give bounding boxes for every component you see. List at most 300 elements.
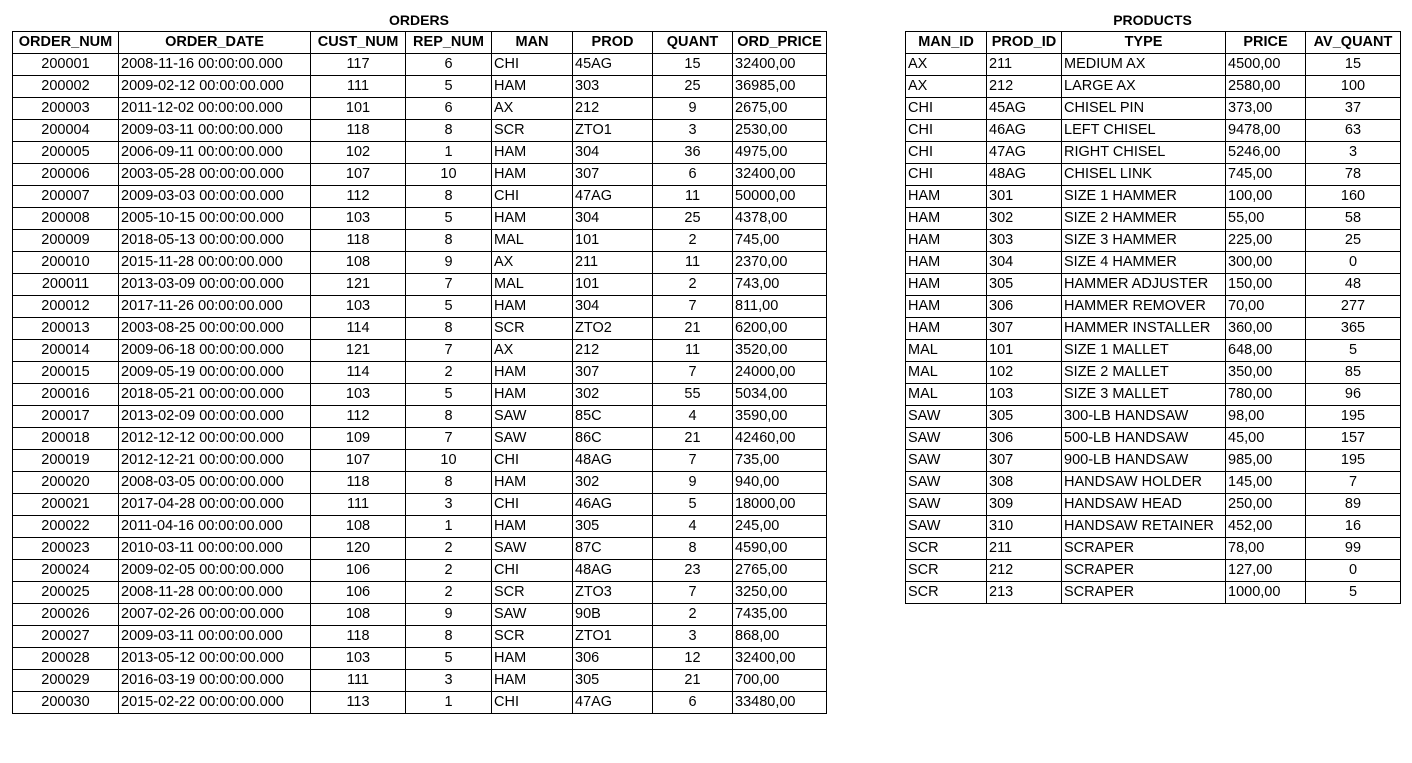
products-cell: SIZE 1 MALLET [1062, 340, 1226, 362]
products-table-row [906, 494, 1401, 516]
products-cell: 160 [1306, 186, 1401, 208]
orders-cell: 200006 [13, 164, 119, 186]
orders-cell: HAM [492, 516, 573, 538]
orders-cell: 8 [406, 120, 492, 142]
orders-cell: 2018-05-13 00:00:00.000 [119, 230, 311, 252]
products-cell: 360,00 [1226, 318, 1306, 340]
products-cell: 780,00 [1226, 384, 1306, 406]
orders-cell: 7 [653, 296, 733, 318]
orders-cell: 2 [406, 560, 492, 582]
products-cell: 307 [987, 450, 1062, 472]
orders-cell: 2015-11-28 00:00:00.000 [119, 252, 311, 274]
orders-cell: 32400,00 [733, 648, 827, 670]
orders-table-row [13, 494, 827, 516]
orders-cell: 305 [573, 670, 653, 692]
orders-cell: 2013-02-09 00:00:00.000 [119, 406, 311, 428]
orders-cell: 3 [406, 494, 492, 516]
orders-cell: 8 [406, 472, 492, 494]
orders-cell: 6200,00 [733, 318, 827, 340]
orders-cell: HAM [492, 76, 573, 98]
orders-cell: 2009-03-03 00:00:00.000 [119, 186, 311, 208]
products-cell: SCR [906, 560, 987, 582]
orders-cell: 200001 [13, 54, 119, 76]
products-cell: 3 [1306, 142, 1401, 164]
orders-cell: 200025 [13, 582, 119, 604]
orders-cell: MAL [492, 274, 573, 296]
products-cell: 309 [987, 494, 1062, 516]
orders-table-row [13, 208, 827, 230]
orders-cell: SAW [492, 604, 573, 626]
products-table-row [906, 538, 1401, 560]
orders-cell: 2015-02-22 00:00:00.000 [119, 692, 311, 714]
orders-cell: 2008-03-05 00:00:00.000 [119, 472, 311, 494]
orders-table-row [13, 670, 827, 692]
products-column-header: PRICE [1226, 32, 1306, 54]
orders-cell: 24000,00 [733, 362, 827, 384]
orders-table-row [13, 230, 827, 252]
orders-cell: 111 [311, 494, 406, 516]
orders-cell: 1 [406, 516, 492, 538]
orders-cell: 2013-03-09 00:00:00.000 [119, 274, 311, 296]
orders-table-row [13, 98, 827, 120]
products-column-header: TYPE [1062, 32, 1226, 54]
products-cell: 213 [987, 582, 1062, 604]
products-cell: HAMMER INSTALLER [1062, 318, 1226, 340]
orders-cell: HAM [492, 648, 573, 670]
orders-cell: AX [492, 252, 573, 274]
products-cell: 70,00 [1226, 296, 1306, 318]
orders-cell: SAW [492, 406, 573, 428]
orders-cell: 200030 [13, 692, 119, 714]
orders-cell: 9 [406, 252, 492, 274]
orders-cell: 200003 [13, 98, 119, 120]
products-table-row [906, 252, 1401, 274]
orders-cell: 1 [406, 692, 492, 714]
products-cell: 5246,00 [1226, 142, 1306, 164]
products-table-row [906, 186, 1401, 208]
products-cell: AX [906, 76, 987, 98]
orders-cell: 6 [406, 98, 492, 120]
products-cell: CHI [906, 98, 987, 120]
orders-column-header: MAN [492, 32, 573, 54]
orders-table-row [13, 406, 827, 428]
orders-cell: 200016 [13, 384, 119, 406]
orders-cell: 7 [653, 450, 733, 472]
products-table-row [906, 274, 1401, 296]
orders-cell: 118 [311, 120, 406, 142]
products-cell: SCRAPER [1062, 560, 1226, 582]
products-cell: 306 [987, 428, 1062, 450]
orders-cell: 9 [653, 472, 733, 494]
products-table-row [906, 296, 1401, 318]
orders-cell: 2 [653, 230, 733, 252]
products-cell: 85 [1306, 362, 1401, 384]
orders-cell: SCR [492, 120, 573, 142]
orders-cell: 4590,00 [733, 538, 827, 560]
orders-cell: 101 [573, 274, 653, 296]
products-cell: 211 [987, 54, 1062, 76]
products-table-row [906, 230, 1401, 252]
products-cell: SIZE 3 MALLET [1062, 384, 1226, 406]
orders-cell: 8 [406, 318, 492, 340]
products-cell: 157 [1306, 428, 1401, 450]
orders-cell: 25 [653, 208, 733, 230]
orders-table-row [13, 120, 827, 142]
products-table-row [906, 54, 1401, 76]
orders-cell: 735,00 [733, 450, 827, 472]
orders-cell: 86C [573, 428, 653, 450]
orders-cell: 304 [573, 296, 653, 318]
products-cell: 745,00 [1226, 164, 1306, 186]
orders-cell: HAM [492, 384, 573, 406]
products-cell: 306 [987, 296, 1062, 318]
products-cell: 301 [987, 186, 1062, 208]
orders-table-row [13, 296, 827, 318]
products-cell: 48 [1306, 274, 1401, 296]
orders-cell: 3 [653, 120, 733, 142]
products-cell: 98,00 [1226, 406, 1306, 428]
orders-cell: 108 [311, 516, 406, 538]
orders-table-row [13, 450, 827, 472]
orders-cell: 50000,00 [733, 186, 827, 208]
products-cell: MAL [906, 362, 987, 384]
orders-cell: 212 [573, 98, 653, 120]
products-cell: 150,00 [1226, 274, 1306, 296]
orders-cell: 305 [573, 516, 653, 538]
orders-table-row [13, 648, 827, 670]
orders-cell: 1 [406, 142, 492, 164]
products-cell: LARGE AX [1062, 76, 1226, 98]
orders-cell: 743,00 [733, 274, 827, 296]
orders-cell: 245,00 [733, 516, 827, 538]
orders-column-header: PROD [573, 32, 653, 54]
products-cell: SCR [906, 538, 987, 560]
orders-cell: 2016-03-19 00:00:00.000 [119, 670, 311, 692]
orders-table-row [13, 538, 827, 560]
orders-cell: 200015 [13, 362, 119, 384]
orders-cell: 114 [311, 318, 406, 340]
products-cell: 5 [1306, 340, 1401, 362]
orders-cell: 2009-05-19 00:00:00.000 [119, 362, 311, 384]
products-column-header: MAN_ID [906, 32, 987, 54]
orders-cell: CHI [492, 186, 573, 208]
products-cell: SCR [906, 582, 987, 604]
orders-cell: 103 [311, 208, 406, 230]
orders-cell: 25 [653, 76, 733, 98]
orders-cell: 6 [653, 692, 733, 714]
products-cell: 648,00 [1226, 340, 1306, 362]
orders-cell: 120 [311, 538, 406, 560]
orders-cell: 5 [406, 208, 492, 230]
orders-cell: 45AG [573, 54, 653, 76]
orders-cell: 4378,00 [733, 208, 827, 230]
products-cell: 103 [987, 384, 1062, 406]
orders-cell: 2 [653, 604, 733, 626]
orders-cell: 2009-03-11 00:00:00.000 [119, 626, 311, 648]
products-cell: SIZE 4 HAMMER [1062, 252, 1226, 274]
orders-cell: 200014 [13, 340, 119, 362]
products-table-row [906, 582, 1401, 604]
orders-table-row [13, 582, 827, 604]
products-cell: CHISEL LINK [1062, 164, 1226, 186]
products-cell: SCRAPER [1062, 582, 1226, 604]
orders-cell: 5 [406, 296, 492, 318]
products-cell: 100 [1306, 76, 1401, 98]
products-cell: CHI [906, 164, 987, 186]
products-cell: 0 [1306, 560, 1401, 582]
products-cell: HAM [906, 274, 987, 296]
products-cell: 985,00 [1226, 450, 1306, 472]
orders-cell: 101 [573, 230, 653, 252]
products-cell: MAL [906, 340, 987, 362]
orders-cell: CHI [492, 692, 573, 714]
orders-cell: 90B [573, 604, 653, 626]
orders-cell: 106 [311, 560, 406, 582]
orders-cell: 200007 [13, 186, 119, 208]
orders-cell: 117 [311, 54, 406, 76]
products-cell: 2580,00 [1226, 76, 1306, 98]
products-cell: 25 [1306, 230, 1401, 252]
products-cell: 100,00 [1226, 186, 1306, 208]
orders-table-row [13, 560, 827, 582]
products-cell: 305 [987, 274, 1062, 296]
products-table-row [906, 76, 1401, 98]
orders-cell: 11 [653, 252, 733, 274]
products-table-row [906, 516, 1401, 538]
orders-cell: 47AG [573, 692, 653, 714]
orders-cell: 211 [573, 252, 653, 274]
orders-cell: CHI [492, 450, 573, 472]
orders-cell: 11 [653, 340, 733, 362]
products-cell: SCRAPER [1062, 538, 1226, 560]
orders-cell: CHI [492, 560, 573, 582]
products-table [905, 31, 1401, 604]
orders-cell: 6 [406, 54, 492, 76]
orders-cell: 200002 [13, 76, 119, 98]
products-cell: 195 [1306, 406, 1401, 428]
products-cell: 303 [987, 230, 1062, 252]
orders-table-row [13, 692, 827, 714]
orders-cell: 200013 [13, 318, 119, 340]
orders-cell: 8 [653, 538, 733, 560]
orders-cell: SCR [492, 318, 573, 340]
products-cell: SAW [906, 494, 987, 516]
products-cell: AX [906, 54, 987, 76]
orders-cell: 4 [653, 406, 733, 428]
orders-cell: 4 [653, 516, 733, 538]
orders-cell: 3520,00 [733, 340, 827, 362]
orders-cell: 112 [311, 186, 406, 208]
orders-cell: 2011-04-16 00:00:00.000 [119, 516, 311, 538]
orders-cell: 2012-12-21 00:00:00.000 [119, 450, 311, 472]
orders-cell: HAM [492, 670, 573, 692]
orders-cell: 121 [311, 340, 406, 362]
products-table-row [906, 472, 1401, 494]
products-table-row [906, 142, 1401, 164]
products-table-row [906, 208, 1401, 230]
orders-cell: 113 [311, 692, 406, 714]
orders-cell: 108 [311, 604, 406, 626]
products-cell: 47AG [987, 142, 1062, 164]
orders-table-row [13, 318, 827, 340]
orders-cell: 121 [311, 274, 406, 296]
orders-table-row [13, 164, 827, 186]
products-title: PRODUCTS [1113, 12, 1192, 28]
orders-cell: 111 [311, 76, 406, 98]
products-cell: LEFT CHISEL [1062, 120, 1226, 142]
products-table-row [906, 450, 1401, 472]
products-cell: 350,00 [1226, 362, 1306, 384]
products-cell: 225,00 [1226, 230, 1306, 252]
orders-cell: 2017-11-26 00:00:00.000 [119, 296, 311, 318]
orders-column-header: QUANT [653, 32, 733, 54]
orders-cell: 200022 [13, 516, 119, 538]
orders-cell: 32400,00 [733, 54, 827, 76]
orders-cell: 2009-02-05 00:00:00.000 [119, 560, 311, 582]
orders-cell: 745,00 [733, 230, 827, 252]
products-cell: 1000,00 [1226, 582, 1306, 604]
orders-cell: HAM [492, 164, 573, 186]
orders-cell: 7 [653, 362, 733, 384]
orders-cell: 2006-09-11 00:00:00.000 [119, 142, 311, 164]
orders-cell: 46AG [573, 494, 653, 516]
orders-cell: 307 [573, 362, 653, 384]
orders-cell: 2 [406, 538, 492, 560]
products-cell: MAL [906, 384, 987, 406]
orders-cell: 101 [311, 98, 406, 120]
orders-table-row [13, 186, 827, 208]
orders-cell: 12 [653, 648, 733, 670]
orders-cell: 108 [311, 252, 406, 274]
products-cell: MEDIUM AX [1062, 54, 1226, 76]
orders-cell: 7435,00 [733, 604, 827, 626]
products-cell: SIZE 2 HAMMER [1062, 208, 1226, 230]
orders-cell: 23 [653, 560, 733, 582]
orders-cell: 2003-08-25 00:00:00.000 [119, 318, 311, 340]
products-header-row [906, 32, 1401, 54]
products-cell: 101 [987, 340, 1062, 362]
orders-cell: 8 [406, 186, 492, 208]
products-cell: 55,00 [1226, 208, 1306, 230]
orders-column-header: CUST_NUM [311, 32, 406, 54]
orders-cell: CHI [492, 494, 573, 516]
orders-cell: 200018 [13, 428, 119, 450]
orders-cell: 200004 [13, 120, 119, 142]
products-cell: HAM [906, 318, 987, 340]
products-table-row [906, 560, 1401, 582]
products-cell: 45AG [987, 98, 1062, 120]
orders-cell: 103 [311, 648, 406, 670]
orders-cell: 3 [653, 626, 733, 648]
products-cell: 304 [987, 252, 1062, 274]
orders-cell: 6 [653, 164, 733, 186]
orders-cell: MAL [492, 230, 573, 252]
orders-table-row [13, 626, 827, 648]
orders-cell: 811,00 [733, 296, 827, 318]
orders-cell: 112 [311, 406, 406, 428]
orders-column-header: ORDER_DATE [119, 32, 311, 54]
orders-cell: 2012-12-12 00:00:00.000 [119, 428, 311, 450]
orders-cell: ZTO1 [573, 120, 653, 142]
products-cell: 250,00 [1226, 494, 1306, 516]
products-table-row [906, 406, 1401, 428]
orders-cell: 118 [311, 472, 406, 494]
orders-cell: SCR [492, 626, 573, 648]
orders-cell: 2013-05-12 00:00:00.000 [119, 648, 311, 670]
orders-cell: 200020 [13, 472, 119, 494]
orders-cell: 7 [406, 340, 492, 362]
orders-cell: 2 [653, 274, 733, 296]
orders-table [12, 31, 827, 714]
orders-cell: AX [492, 340, 573, 362]
orders-cell: ZTO3 [573, 582, 653, 604]
orders-table-row [13, 340, 827, 362]
orders-cell: 2018-05-21 00:00:00.000 [119, 384, 311, 406]
products-cell: 300,00 [1226, 252, 1306, 274]
products-cell: 373,00 [1226, 98, 1306, 120]
orders-cell: 940,00 [733, 472, 827, 494]
products-cell: 307 [987, 318, 1062, 340]
products-cell: 277 [1306, 296, 1401, 318]
products-cell: 305 [987, 406, 1062, 428]
products-cell: 63 [1306, 120, 1401, 142]
orders-cell: 21 [653, 428, 733, 450]
products-cell: SAW [906, 472, 987, 494]
orders-cell: 200028 [13, 648, 119, 670]
orders-cell: 3590,00 [733, 406, 827, 428]
orders-cell: 2007-02-26 00:00:00.000 [119, 604, 311, 626]
products-table-row [906, 384, 1401, 406]
orders-cell: 302 [573, 472, 653, 494]
orders-cell: ZTO1 [573, 626, 653, 648]
orders-table-row [13, 384, 827, 406]
products-table-row [906, 340, 1401, 362]
orders-cell: 2 [406, 582, 492, 604]
orders-cell: HAM [492, 472, 573, 494]
orders-cell: 118 [311, 230, 406, 252]
products-table-row [906, 98, 1401, 120]
products-cell: 308 [987, 472, 1062, 494]
orders-cell: 3 [406, 670, 492, 692]
orders-cell: 48AG [573, 450, 653, 472]
products-cell: 0 [1306, 252, 1401, 274]
orders-cell: 7 [406, 274, 492, 296]
orders-cell: 42460,00 [733, 428, 827, 450]
orders-cell: 303 [573, 76, 653, 98]
products-cell: CHI [906, 142, 987, 164]
products-cell: 46AG [987, 120, 1062, 142]
products-table-row [906, 164, 1401, 186]
products-cell: 78,00 [1226, 538, 1306, 560]
products-cell: 302 [987, 208, 1062, 230]
products-cell: 310 [987, 516, 1062, 538]
orders-cell: ZTO2 [573, 318, 653, 340]
products-cell: 145,00 [1226, 472, 1306, 494]
orders-cell: 5 [653, 494, 733, 516]
orders-cell: 200026 [13, 604, 119, 626]
orders-cell: 200012 [13, 296, 119, 318]
orders-table-row [13, 472, 827, 494]
orders-cell: 11 [653, 186, 733, 208]
products-cell: SIZE 1 HAMMER [1062, 186, 1226, 208]
products-cell: SAW [906, 406, 987, 428]
orders-cell: 200021 [13, 494, 119, 516]
products-cell: SAW [906, 428, 987, 450]
products-cell: 15 [1306, 54, 1401, 76]
orders-cell: 2370,00 [733, 252, 827, 274]
orders-cell: CHI [492, 54, 573, 76]
products-cell: 452,00 [1226, 516, 1306, 538]
